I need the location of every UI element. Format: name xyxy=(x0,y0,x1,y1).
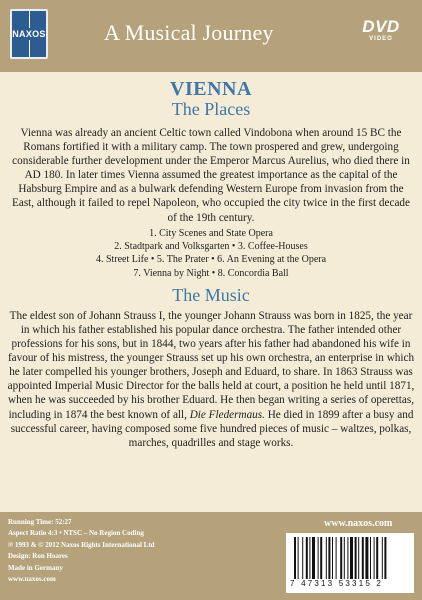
barcode-bars xyxy=(294,537,406,579)
credits-website: www.naxos.com xyxy=(8,575,56,584)
aspect-ratio: Aspect Ratio 4:3 • NTSC – No Region Coding xyxy=(8,529,144,538)
barcode-bar xyxy=(382,537,383,579)
barcode-bar xyxy=(336,537,337,579)
music-text-italic: Die Fledermaus. xyxy=(189,408,265,421)
music-heading: The Music xyxy=(172,284,250,305)
chapter-list xyxy=(0,227,422,280)
music-paragraph xyxy=(6,309,416,450)
barcode-bar xyxy=(298,537,299,579)
barcode-bar xyxy=(340,537,342,579)
barcode-bar xyxy=(294,537,296,579)
places-paragraph: Vienna was already an ancient Celtic town called Vindobona when around 15 BC the Romans fortified it with a military camp. The town prospered and grew, undergoing considerable further development under the Emperor Marcus Aurelius, who died there in AD 180. In later times Vienna assumed the greatest importance as the capital of the Habsburg Empire and as a bulwark defending Western Europe from invasion from the East, although it failed to repel Napoleon, who occupied the city twice in the first decade of the 19th century. xyxy=(12,127,410,224)
dvd-logo-subtext: VIDEO xyxy=(369,36,393,42)
city-title: VIENNA xyxy=(170,78,252,100)
barcode-bar xyxy=(328,537,330,579)
design-credit: Design: Ron Hoares xyxy=(8,552,68,561)
chapter-line: 7. Vienna by Night • 8. Concordia Ball xyxy=(133,267,289,279)
music-text-part1: The eldest son of Johann Strauss I, the younger Johann Strauss was born in 1825, the year in which his father established his popular dance orchestra. The father intended other professions for his sons, but in 1844, two years after his father had abandoned his wife in favour of his mistress, the younger Strauss set up his own orchestra, an enterprise in which he later compelled his younger brothers, Joseph and Eduard, to share. In 1863 Strauss was appointed Imperial Music Director for the balls held at court, a position he held until 1871, when he was succeeded by his brother Eduard. He then began writing a series of operettas, including in 1874 the best known of all, xyxy=(7,309,415,421)
barcode-bar xyxy=(384,537,386,579)
barcode-bar xyxy=(347,537,348,579)
barcode-bar xyxy=(370,537,371,579)
dvd-video-logo xyxy=(350,18,412,48)
barcode-bar xyxy=(302,537,303,579)
copyright: ℗ 1993 & © 2012 Naxos Rights International Ltd xyxy=(8,540,155,549)
barcode-bar xyxy=(320,537,322,579)
dvd-logo-text: DVD xyxy=(362,17,400,36)
credits-block xyxy=(8,517,155,585)
barcode-bar xyxy=(306,537,308,579)
barcode-bar xyxy=(374,537,375,579)
barcode-bar xyxy=(309,537,310,579)
main-content xyxy=(0,78,422,450)
barcode-bar xyxy=(312,537,315,579)
barcode-bar xyxy=(358,537,359,579)
barcode-bar xyxy=(355,537,357,579)
barcode-digits: 7 47313 53315 2 xyxy=(290,579,384,588)
barcode xyxy=(286,533,414,593)
barcode-bar xyxy=(350,537,353,579)
header-band xyxy=(0,0,422,72)
chapter-line: 4. Street Life • 5. The Prater • 6. An Evening at the Opera xyxy=(95,254,327,266)
running-time: Running Time: 52:27 xyxy=(8,518,72,526)
made-in: Made in Germany xyxy=(8,563,63,572)
barcode-bar xyxy=(332,537,333,579)
website-link: www.naxos.com xyxy=(324,518,393,529)
chapter-line: 2. Stadtpark and Volksgarten • 3. Coffee-Houses xyxy=(114,240,308,252)
barcode-bar xyxy=(362,537,364,579)
barcode-bar xyxy=(365,537,368,579)
barcode-bar xyxy=(318,537,319,579)
naxos-logo-text: NAXOS xyxy=(12,29,46,39)
naxos-logo xyxy=(10,9,48,59)
chapter-line: 1. City Scenes and State Opera xyxy=(149,227,273,239)
series-title: A Musical Journey xyxy=(104,20,274,45)
barcode-bar xyxy=(376,537,378,579)
barcode-bar xyxy=(326,537,327,579)
places-heading: The Places xyxy=(171,99,251,119)
music-text-part2: He died in 1899 after a busy and successful career, having composed some five hundred pieces of music – waltzes, polkas, marches, quadrilles and stage works. xyxy=(10,408,414,449)
barcode-bar xyxy=(344,537,345,579)
